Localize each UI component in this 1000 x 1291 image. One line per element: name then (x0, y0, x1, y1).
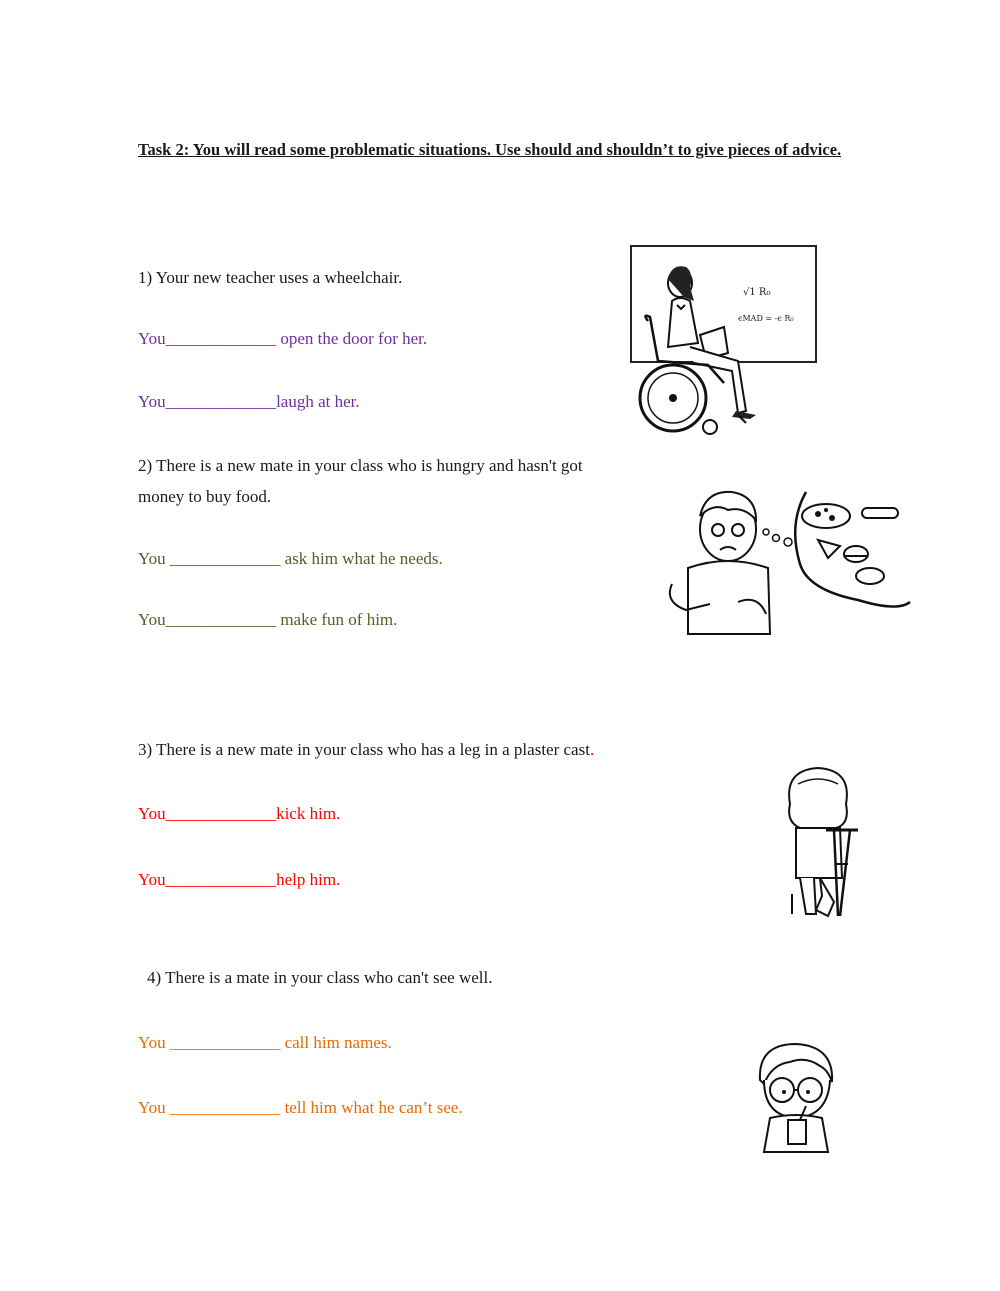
question-2-answer-1: You _____________ ask him what he needs. (138, 549, 443, 568)
question-3-prompt-main: 3) There is a new mate in your class who has a leg in a plaster cast (138, 740, 590, 759)
hungry-boy-illustration (658, 484, 916, 646)
question-2-prompt-line-2: money to buy food. (138, 487, 272, 506)
question-1-answer-1: You_____________ open the door for her. (138, 329, 428, 348)
question-2-prompt-line-1: 2) There is a new mate in your class who is hungry and hasn't got (138, 456, 583, 475)
blackboard-formula-1: √1 R₀ (743, 287, 771, 298)
task-title: Task 2: You will read some problematic situations. Use should and shouldn’t to give pieces of advice. (138, 140, 842, 159)
wheelchair-teacher-illustration (628, 243, 823, 443)
blackboard-formula-2: ϵMAD = -ϵ R₀ (738, 314, 794, 323)
question-3-answer-2: You_____________help him. (138, 870, 341, 889)
question-2-answer-2: You_____________ make fun of him. (138, 610, 398, 629)
question-3-prompt-end: . (589, 740, 595, 759)
question-1-prompt: 1) Your new teacher uses a wheelchair. (138, 268, 403, 287)
question-3-answer-1: You_____________kick him. (138, 804, 341, 823)
question-4-answer-2: You _____________ tell him what he can’t see. (138, 1098, 463, 1117)
question-3-prompt (138, 734, 594, 765)
boy-with-glasses-illustration (750, 1040, 842, 1158)
boy-on-crutches-illustration (776, 764, 868, 922)
question-1-answer-2: You_____________laugh at her. (138, 392, 360, 411)
question-4-answer-1: You _____________ call him names. (138, 1033, 392, 1052)
question-4-prompt: 4) There is a mate in your class who can't see well. (147, 968, 493, 987)
